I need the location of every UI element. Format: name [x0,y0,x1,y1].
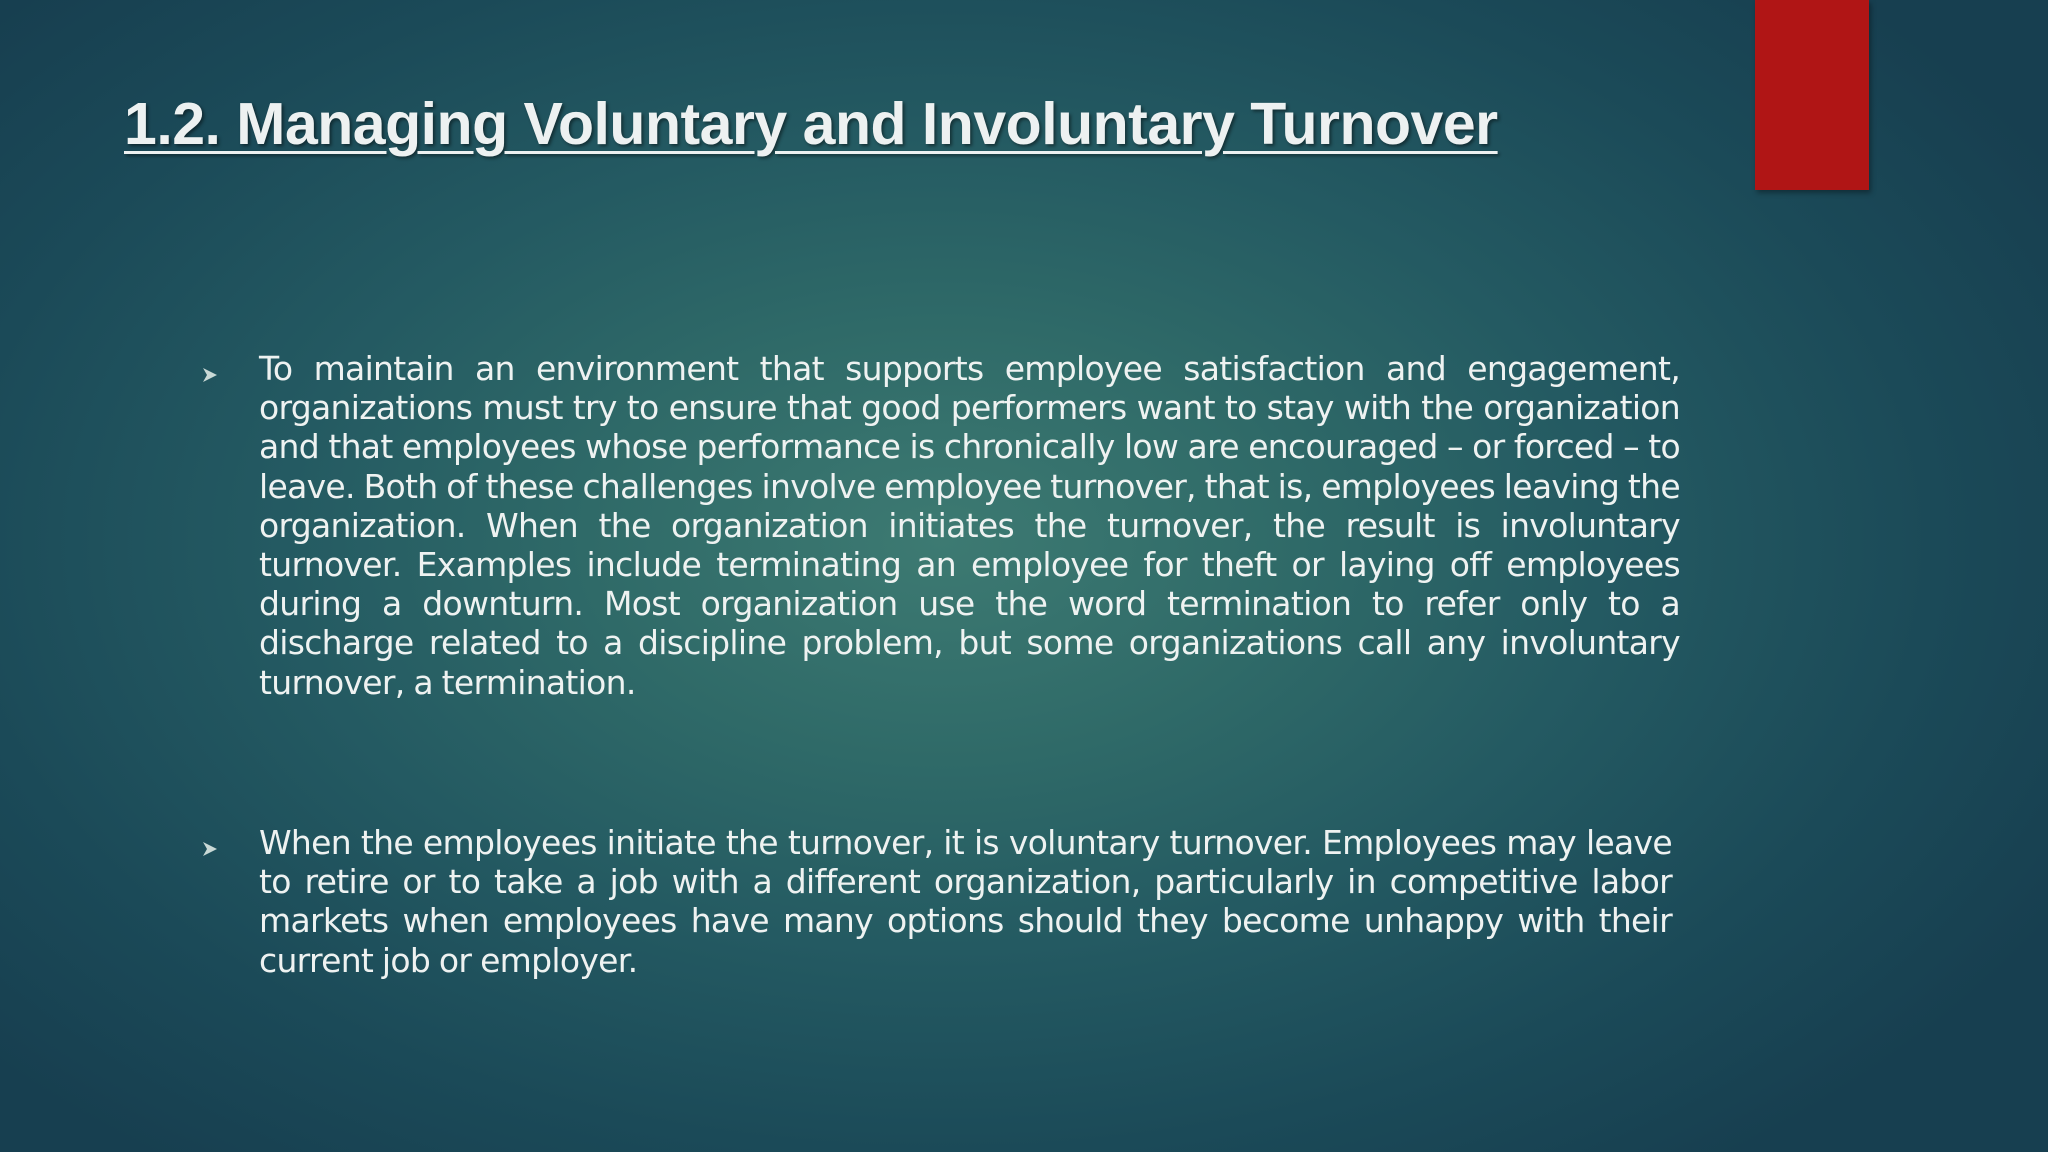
bullet-item-1 [200,349,1680,702]
bullet-text: To maintain an environment that supports employee satisfaction and engagement, organizations must try to ensure that good performers want to stay with the organization and that employees whose performance is chronically low are encouraged – or forced – to leave. Both of these challenges involve employee turnover, that is, employees leaving the organization. When the organization initiates the turnover, the result is involuntary turnover. Examples include terminating an employee for theft or laying off employees during a downturn. Most organization use the word termination to refer only to a discharge related to a discipline problem, but some organizations call any involuntary turnover, a termination. [259,349,1680,702]
arrowhead-bullet-icon [200,365,220,385]
accent-bar [1755,0,1869,190]
bullet-item-2 [200,823,1672,980]
slide-title: 1.2. Managing Voluntary and Involuntary Turnover [124,91,1498,157]
arrowhead-bullet-icon [200,839,220,859]
bullet-text: When the employees initiate the turnover, it is voluntary turnover. Employees may leave to retire or to take a job with a different organization, particularly in competitive labor markets when employees have many options should they become unhappy with their current job or employer. [259,823,1672,980]
